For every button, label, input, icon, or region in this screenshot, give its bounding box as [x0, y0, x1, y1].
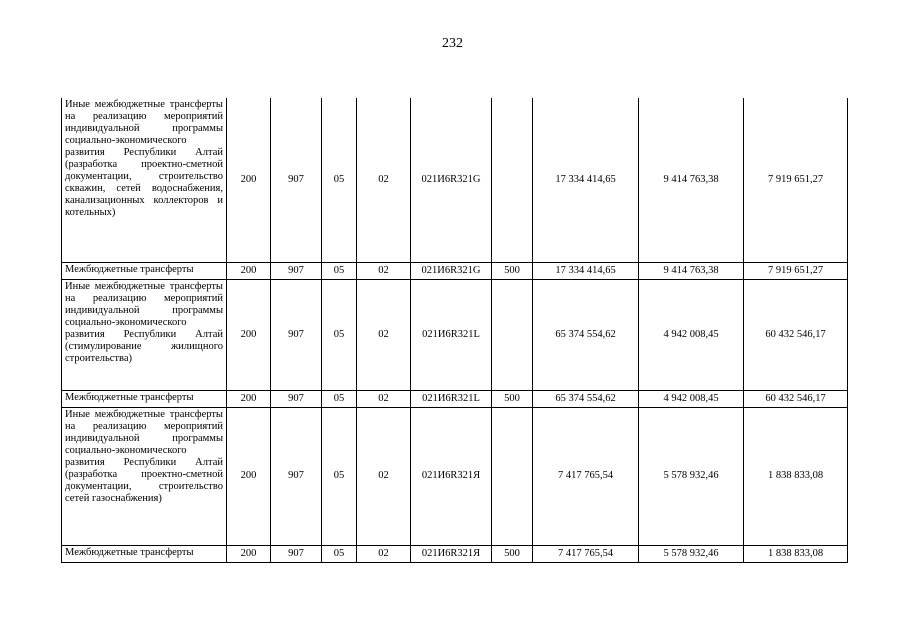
- cell-type: 500: [492, 545, 533, 562]
- cell-sum3: 1 838 833,08: [744, 545, 848, 562]
- cell-c2: 907: [271, 390, 322, 407]
- budget-table: [61, 98, 848, 563]
- row-name: Межбюджетные трансферты: [62, 262, 227, 279]
- cell-sum2: 9 414 763,38: [639, 98, 744, 262]
- table-row: [62, 262, 848, 279]
- cell-c3: 05: [322, 98, 357, 262]
- cell-sum3: 1 838 833,08: [744, 407, 848, 545]
- cell-c3: 05: [322, 545, 357, 562]
- cell-c2: 907: [271, 279, 322, 390]
- cell-c4: 02: [357, 545, 411, 562]
- cell-c1: 200: [227, 262, 271, 279]
- cell-type: 500: [492, 262, 533, 279]
- cell-sum2: 4 942 008,45: [639, 390, 744, 407]
- cell-c1: 200: [227, 390, 271, 407]
- cell-code: 021И6R321Я: [411, 407, 492, 545]
- cell-sum2: 5 578 932,46: [639, 545, 744, 562]
- cell-c4: 02: [357, 279, 411, 390]
- cell-c1: 200: [227, 407, 271, 545]
- cell-c1: 200: [227, 98, 271, 262]
- cell-c2: 907: [271, 545, 322, 562]
- row-name: Иные межбюджетные трансферты на реализацию мероприятий индивидуальной программы социально-экономического развития Республики Алтай (разработка проектно-сметной документации, строительство сетей газоснабжения): [62, 407, 227, 545]
- cell-sum3: 7 919 651,27: [744, 262, 848, 279]
- table-row: [62, 407, 848, 545]
- cell-c3: 05: [322, 390, 357, 407]
- cell-code: 021И6R321L: [411, 390, 492, 407]
- cell-code: 021И6R321G: [411, 262, 492, 279]
- cell-type: [492, 98, 533, 262]
- cell-code: 021И6R321G: [411, 98, 492, 262]
- cell-sum3: 7 919 651,27: [744, 98, 848, 262]
- page-number: 232: [442, 36, 463, 51]
- cell-sum1: 7 417 765,54: [533, 407, 639, 545]
- cell-sum1: 7 417 765,54: [533, 545, 639, 562]
- cell-type: [492, 407, 533, 545]
- cell-c1: 200: [227, 545, 271, 562]
- cell-sum1: 65 374 554,62: [533, 390, 639, 407]
- cell-c3: 05: [322, 407, 357, 545]
- table-row: [62, 545, 848, 562]
- table-row: [62, 390, 848, 407]
- cell-sum1: 17 334 414,65: [533, 262, 639, 279]
- cell-code: 021И6R321L: [411, 279, 492, 390]
- cell-sum1: 65 374 554,62: [533, 279, 639, 390]
- cell-c2: 907: [271, 407, 322, 545]
- row-name: Иные межбюджетные трансферты на реализацию мероприятий индивидуальной программы социально-экономического развития Республики Алтай (стимулирование жилищного строительства): [62, 279, 227, 390]
- cell-c4: 02: [357, 390, 411, 407]
- cell-c1: 200: [227, 279, 271, 390]
- cell-c2: 907: [271, 98, 322, 262]
- cell-sum1: 17 334 414,65: [533, 98, 639, 262]
- cell-type: [492, 279, 533, 390]
- cell-sum2: 9 414 763,38: [639, 262, 744, 279]
- row-name: Межбюджетные трансферты: [62, 545, 227, 562]
- cell-type: 500: [492, 390, 533, 407]
- cell-c4: 02: [357, 98, 411, 262]
- cell-c3: 05: [322, 262, 357, 279]
- row-name: Иные межбюджетные трансферты на реализацию мероприятий индивидуальной программы социально-экономического развития Республики Алтай (разработка проектно-сметной документации, строительство скважин, сетей водоснабжения, канализационных коллекторов и котельных): [62, 98, 227, 262]
- cell-code: 021И6R321Я: [411, 545, 492, 562]
- cell-c4: 02: [357, 407, 411, 545]
- cell-c3: 05: [322, 279, 357, 390]
- cell-c2: 907: [271, 262, 322, 279]
- row-name: Межбюджетные трансферты: [62, 390, 227, 407]
- cell-c4: 02: [357, 262, 411, 279]
- table-row: [62, 279, 848, 390]
- cell-sum2: 5 578 932,46: [639, 407, 744, 545]
- cell-sum3: 60 432 546,17: [744, 390, 848, 407]
- cell-sum2: 4 942 008,45: [639, 279, 744, 390]
- table-row: [62, 98, 848, 262]
- cell-sum3: 60 432 546,17: [744, 279, 848, 390]
